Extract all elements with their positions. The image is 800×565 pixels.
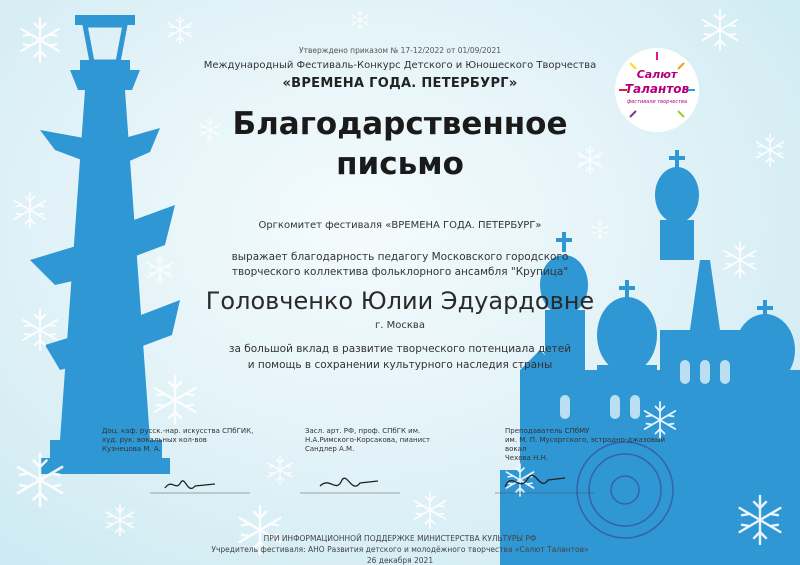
signatory-1 [102,427,267,454]
recipient-name: Головченко Юлии Эдуардовне [205,287,595,315]
logo-text-line3: фестивали творчества [626,99,688,105]
signatory-3-role2: вокал [505,445,527,453]
gratitude-line2: творческого коллектива фольклорного ансамбля "Крупица" [231,266,569,278]
signatory-3-role: им. М. П. Мусоргского, эстрадно-джазовый [505,436,666,444]
orgcom-line: Оргкомитет фестиваля «ВРЕМЕНА ГОДА. ПЕТЕРБУРГ» [258,220,542,231]
signatory-2-title: Засл. арт. РФ, проф. СПбГК им. [305,427,421,435]
signatory-1-title: Доц. каф. русск.-нар. искусства СПбГИК, [102,427,254,435]
founder-line: Учредитель фестиваля: АНО Развития детского и молодёжного творчества «Салют Талантов» [211,545,589,554]
signatory-3-name: Чехова Н.Н. [505,454,549,462]
logo-text-line2: Талантов [624,82,690,96]
contribution-line1: за большой вклад в развитие творческого потенциала детей [228,343,572,355]
contribution-line2: и помощь в сохранении культурного наследия страны [247,359,553,371]
signatory-3-title: Преподаватель СПбМУ [505,427,590,435]
approval-note: Утверждено приказом № 17-12/2022 от 01/09/2021 [299,46,501,55]
signatory-3 [505,427,675,463]
title-line1: Благодарственное [232,106,568,142]
signatory-2-role: Н.А.Римского-Корсакова, пианист [305,436,431,444]
signatory-1-role: худ. рук. вокальных кол-вов [102,436,207,444]
issue-date: 26 декабря 2021 [366,556,434,565]
gratitude-line1: выражает благодарность педагогу Московского городского [231,251,569,263]
title-line2: письмо [336,146,464,182]
festival-description: Международный Фестиваль-Конкурс Детского и Юношеского Творчества [203,60,597,71]
logo-text-line1: Салют [636,68,678,81]
signatory-1-name: Кузнецова М. А. [102,445,161,453]
signatory-2-name: Сандлер А.М. [305,445,355,453]
festival-name: «ВРЕМЕНА ГОДА. ПЕТЕРБУРГ» [282,76,518,91]
signatory-2 [305,427,465,454]
recipient-city: г. Москва [375,320,425,331]
support-line: ПРИ ИНФОРМАЦИОННОЙ ПОДДЕРЖКЕ МИНИСТЕРСТВА КУЛЬТУРЫ РФ [263,534,537,543]
